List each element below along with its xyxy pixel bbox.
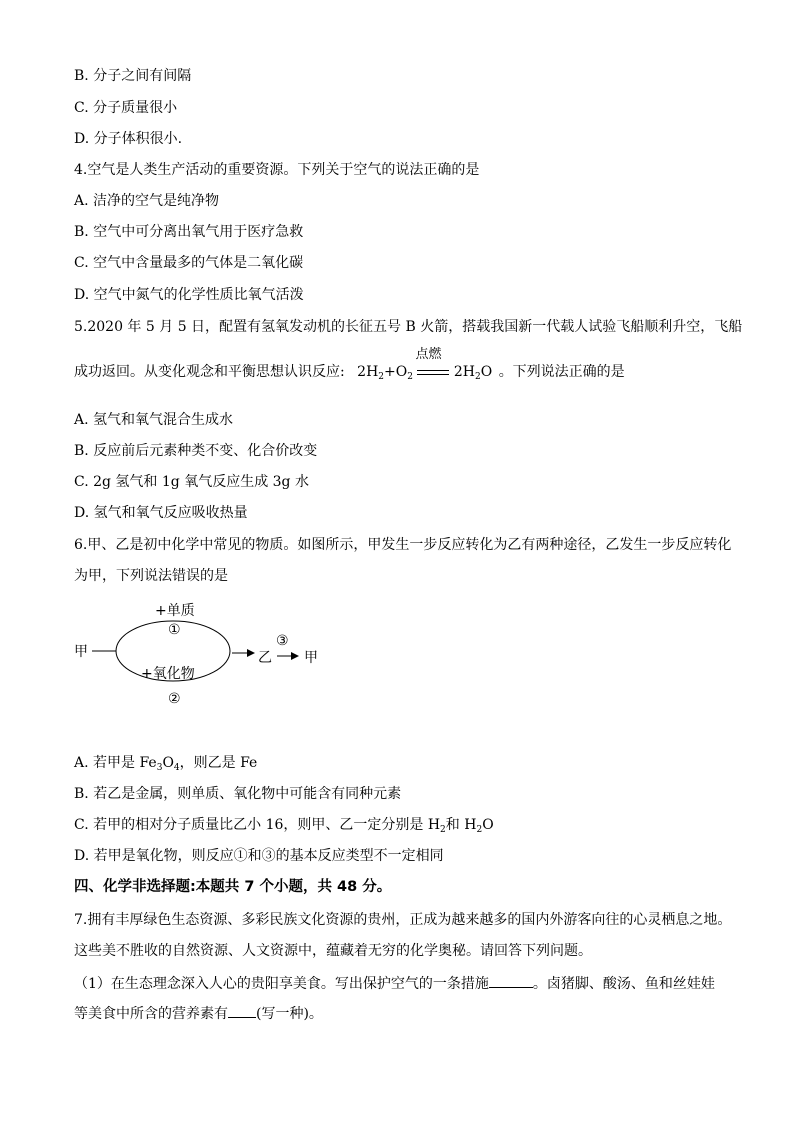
q5-option-d: D. 氢气和氧气反应吸收热量 bbox=[74, 505, 248, 521]
option-d-prev: D. 分子体积很小. bbox=[74, 131, 183, 147]
diagram-top-label: +单质 bbox=[155, 603, 195, 619]
answer-blank-1[interactable] bbox=[489, 973, 533, 988]
section-heading: 四、化学非选择题:本题共 7 个小题，共 48 分。 bbox=[74, 879, 392, 895]
q7-part1-line1: （1）在生态理念深入人心的贵阳享美食。写出保护空气的一条措施 。卤猪脚、酸汤、鱼和丝娃娃 bbox=[74, 973, 715, 994]
q7-stem-line2: 这些美不胜收的自然资源、人文资源中，蕴藏着无穷的化学奥秘。请回答下列问题。 bbox=[74, 943, 592, 959]
q6-stem-line2: 为甲，下列说法错误的是 bbox=[74, 568, 228, 584]
diagram-jia-left: 甲 bbox=[74, 644, 88, 660]
q7-part1-line2: 等美食中所含的营养素有 (写一种)。 bbox=[74, 1003, 323, 1024]
reaction-condition: 点燃 bbox=[415, 347, 442, 362]
answer-blank-2[interactable] bbox=[228, 1003, 256, 1018]
q6-option-a: A. 若甲是 $Fe_3O_4$，则乙是 Fe bbox=[74, 755, 258, 773]
q4-option-c: C. 空气中含量最多的气体是二氧化碳 bbox=[74, 255, 304, 271]
q4-stem: 4.空气是人类生产活动的重要资源。下列关于空气的说法正确的是 bbox=[74, 162, 480, 178]
diagram-yi: 乙 bbox=[258, 650, 272, 666]
option-b-prev: B. 分子之间有间隔 bbox=[74, 68, 192, 84]
q5-stem-post: 。下列说法正确的是 bbox=[498, 364, 625, 380]
diagram-bottom-label: +氧化物 bbox=[141, 666, 195, 682]
q5-stem-pre: 成功返回。从变化观念和平衡思想认识反应: bbox=[74, 364, 345, 380]
q7-stem-line1: 7.拥有丰厚绿色生态资源、多彩民族文化资源的贵州，正成为越来越多的国内外游客向往的心灵栖息之地。 bbox=[74, 912, 732, 928]
q6-option-d: D. 若甲是氧化物，则反应①和③的基本反应类型不一定相同 bbox=[74, 848, 444, 864]
reaction-equation: $2H_2+O_2$ 点燃 $2H_2O$ bbox=[357, 347, 493, 382]
q4-option-d: D. 空气中氮气的化学性质比氧气活泼 bbox=[74, 287, 304, 303]
diagram-jia-right: 甲 bbox=[304, 650, 318, 666]
q5-option-b: B. 反应前后元素种类不变、化合价改变 bbox=[74, 443, 318, 459]
q6-stem-line1: 6.甲、乙是初中化学中常见的物质。如图所示，甲发生一步反应转化为乙有两种途径，乙发生一步反应转化 bbox=[74, 537, 732, 553]
diagram-circle-1: ① bbox=[168, 622, 181, 638]
reaction-diagram bbox=[0, 598, 794, 718]
q4-option-a: A. 洁净的空气是纯净物 bbox=[74, 193, 220, 209]
q6-option-b: B. 若乙是金属，则单质、氧化物中可能含有同种元素 bbox=[74, 786, 402, 802]
option-c-prev: C. 分子质量很小 bbox=[74, 100, 178, 116]
reaction-arrow bbox=[415, 347, 449, 382]
q5-option-a: A. 氢气和氧气混合生成水 bbox=[74, 412, 234, 428]
q5-stem-line2 bbox=[74, 347, 625, 382]
diagram-circle-2: ② bbox=[168, 691, 181, 707]
diagram-circle-3: ③ bbox=[276, 633, 289, 649]
q5-stem-line1: 5.2020 年 5 月 5 日，配置有氢氧发动机的长征五号 B 火箭，搭载我国新一代载人试验飞船顺利升空，飞船 bbox=[74, 319, 743, 335]
q4-option-b: B. 空气中可分离出氧气用于医疗急救 bbox=[74, 224, 304, 240]
q5-option-c: C. 2g 氢气和 1g 氧气反应生成 3g 水 bbox=[74, 474, 309, 490]
q6-option-c: C. 若甲的相对分子质量比乙小 16，则甲、乙一定分别是 $H_2$和 $H_2O$ bbox=[74, 817, 494, 835]
